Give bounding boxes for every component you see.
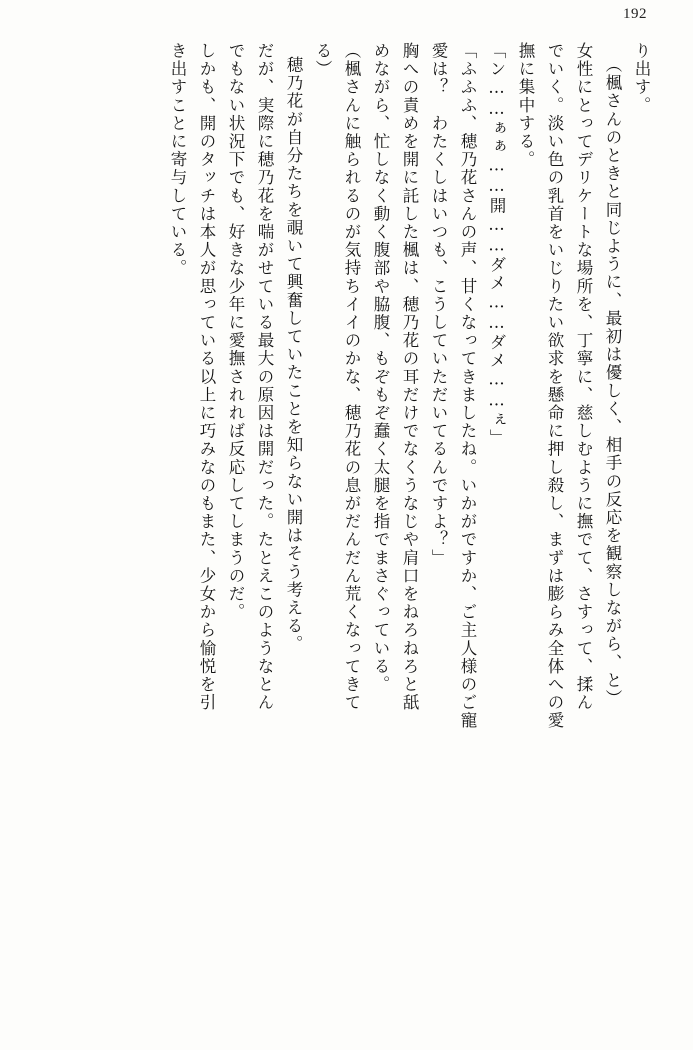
text-column <box>504 42 533 992</box>
text-column <box>417 42 446 992</box>
page-number: 192 <box>623 6 647 22</box>
text-column <box>591 42 620 1006</box>
text-column-content: だが、実際に穂乃花を喘がせている最大の原因は開だった。たとえこのようなとん <box>255 42 274 712</box>
vertical-text-body <box>24 42 649 992</box>
text-column <box>185 42 214 992</box>
text-column <box>301 42 330 992</box>
text-column-content: めながら、忙しなく動く腹部や脇腹、もぞもぞ蠢く太腿を指でまさぐっている。 <box>371 42 390 694</box>
text-column-content: 穂乃花が自分たちを覗いて興奮していたことを知らない開はそう考える。 <box>284 56 303 654</box>
text-column <box>446 42 475 992</box>
text-column <box>214 42 243 992</box>
text-column <box>533 42 562 992</box>
text-column-content: る） <box>313 42 332 79</box>
text-column-content: 愛は？ わたくしはいつも、こうしていただいてるんですよ？」 <box>429 42 448 567</box>
text-column <box>359 42 388 992</box>
text-column-content: り出す。 <box>632 42 651 115</box>
text-column-content: （楓さんに触られるのが気持ちイイのかな、穂乃花の息がだんだん荒くなってきて <box>342 42 361 712</box>
text-column-content: き出すことに寄与している。 <box>168 42 187 278</box>
text-column-content: 女性にとってデリケートな場所を、丁寧に、慈しむように撫でて、さすって、揉ん <box>574 42 593 712</box>
text-column <box>620 42 649 992</box>
text-column-content: 「ン……ぁぁ……開……ダメ……ダメ……ぇ」 <box>487 42 506 448</box>
text-column-content: 撫に集中する。 <box>516 42 535 169</box>
text-column-content: でいく。淡い色の乳首をいじりたい欲求を懸命に押し殺し、まずは膨らみ全体への愛 <box>545 42 564 730</box>
text-column-content: 胸への責めを開に託した楓は、穂乃花の耳だけでなくうなじや肩口をねろねろと舐 <box>400 42 419 712</box>
text-column-content: でもない状況下でも、好きな少年に愛撫されれば反応してしまうのだ。 <box>226 42 245 622</box>
text-column <box>330 42 359 992</box>
text-column <box>388 42 417 992</box>
text-column <box>156 42 185 992</box>
text-column-content: しかも、開のタッチは本人が思っている以上に巧みなのもまた、少女から愉悦を引 <box>197 42 216 712</box>
text-column-content: （楓さんのときと同じように、最初は優しく、相手の反応を観察しながら、と） <box>603 56 622 708</box>
text-column <box>475 42 504 992</box>
text-column <box>243 42 272 992</box>
text-column-content: 「ふふふ、穂乃花さんの声、甘くなってきましたね。いかがですか、ご主人様のご寵 <box>458 42 477 730</box>
text-column <box>562 42 591 992</box>
text-column <box>272 42 301 1006</box>
